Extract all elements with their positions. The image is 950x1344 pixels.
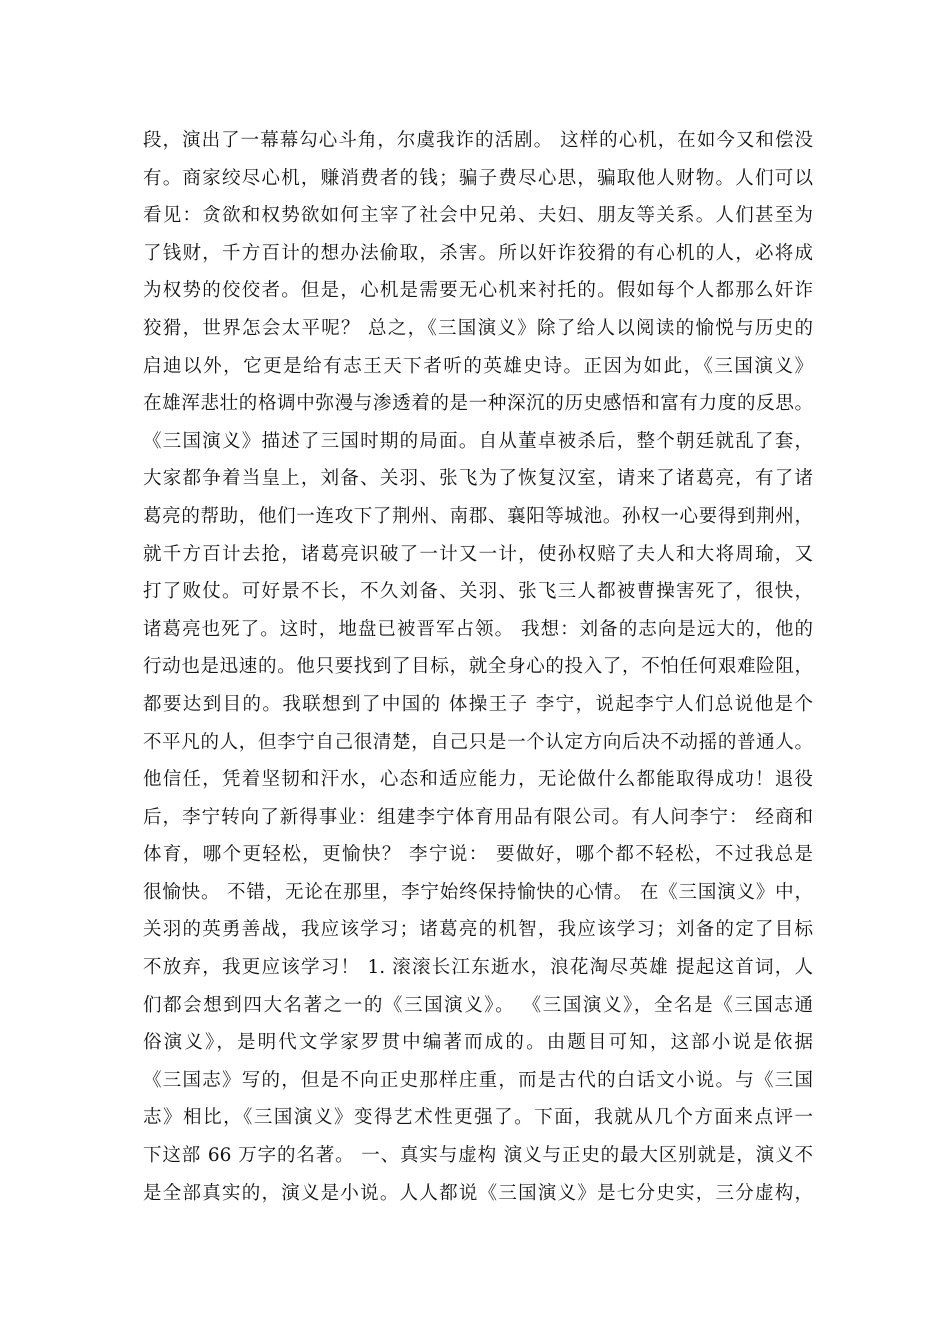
- text-line: 《三国志》写的，但是不向正史那样庄重，而是古代的白话文小说。与《三国: [143, 1069, 813, 1091]
- text-line: 就千方百计去抢，诸葛亮识破了一计又一计，使孙权赔了夫人和大将周瑜，又: [143, 543, 813, 565]
- text-line: 都要达到目的。我联想到了中国的 体操王子 李宁，说起李宁人们总说他是个: [143, 693, 813, 715]
- text-line: 诸葛亮也死了。这时，地盘已被晋军占领。 我想：刘备的志向是远大的，他的: [143, 618, 813, 640]
- text-line: 他信任，凭着坚韧和汗水，心态和适应能力，无论做什么都能取得成功！退役: [143, 769, 813, 791]
- text-line: 段，演出了一幕幕勾心斗角，尔虞我诈的活剧。 这样的心机，在如今又和偿没: [143, 130, 813, 151]
- text-line: 葛亮的帮助，他们一连攻下了荆州、南郡、襄阳等城池。孙权一心要得到荆州，: [143, 505, 813, 527]
- text-line: 狡猾，世界怎会太平呢？ 总之，《三国演义》除了给人以阅读的愉悦与历史的: [143, 317, 813, 339]
- text-line: 后，李宁转向了新得事业：组建李宁体育用品有限公司。有人问李宁： 经商和: [143, 806, 813, 828]
- text-line: 为权势的佼佼者。但是，心机是需要无心机来衬托的。假如每个人都那么奸诈: [143, 280, 813, 302]
- text-line: 《三国演义》描述了三国时期的局面。自从董卓被杀后，整个朝廷就乱了套，: [143, 430, 813, 452]
- text-line: 是全部真实的，演义是小说。人人都说《三国演义》是七分史实，三分虚构，: [143, 1182, 813, 1204]
- text-line: 看见：贪欲和权势欲如何主宰了社会中兄弟、夫妇、朋友等关系。人们甚至为: [143, 205, 813, 227]
- text-line: 下这部 66 万字的名著。 一、真实与虚构 演义与正史的最大区别就是，演义不: [143, 1145, 813, 1167]
- text-line: 体育，哪个更轻松，更愉快？ 李宁说： 要做好，哪个都不轻松，不过我总是: [143, 844, 813, 866]
- text-line: 志》相比，《三国演义》变得艺术性更强了。下面，我就从几个方面来点评一: [143, 1107, 813, 1129]
- text-line: 打了败仗。可好景不长，不久刘备、关羽、张飞三人都被曹操害死了，很快，: [143, 581, 813, 603]
- text-line: 关羽的英勇善战，我应该学习；诸葛亮的机智，我应该学习；刘备的定了目标: [143, 919, 813, 941]
- text-line: 启迪以外，它更是给有志王天下者听的英雄史诗。正因为如此，《三国演义》: [143, 355, 813, 377]
- text-line: 行动也是迅速的。他只要找到了目标，就全身心的投入了，不怕任何艰难险阻，: [143, 656, 813, 678]
- text-line: 不放弃，我更应该学习！ 1. 滚滚长江东逝水，浪花淘尽英雄 提起这首词，人: [143, 957, 813, 979]
- text-line: 俗演义》，是明代文学家罗贯中编著而成的。由题目可知，这部小说是依据: [143, 1032, 813, 1054]
- text-line: 了钱财，千方百计的想办法偷取，杀害。所以奸诈狡猾的有心机的人，必将成: [143, 242, 813, 264]
- text-line: 很愉快。 不错，无论在那里，李宁始终保持愉快的心情。 在《三国演义》中，: [143, 881, 813, 903]
- text-line: 有。商家绞尽心机，赚消费者的钱；骗子费尽心思，骗取他人财物。人们可以: [143, 167, 813, 189]
- body-text: [143, 122, 813, 1212]
- text-line: 大家都争着当皇上，刘备、关羽、张飞为了恢复汉室，请来了诸葛亮，有了诸: [143, 468, 813, 490]
- text-line: 不平凡的人，但李宁自己很清楚，自己只是一个认定方向后决不动摇的普通人。: [143, 731, 813, 753]
- text-line: 在雄浑悲壮的格调中弥漫与渗透着的是一种深沉的历史感悟和富有力度的反思。: [143, 393, 813, 415]
- text-line: 们都会想到四大名著之一的《三国演义》。 《三国演义》，全名是《三国志通: [143, 994, 813, 1016]
